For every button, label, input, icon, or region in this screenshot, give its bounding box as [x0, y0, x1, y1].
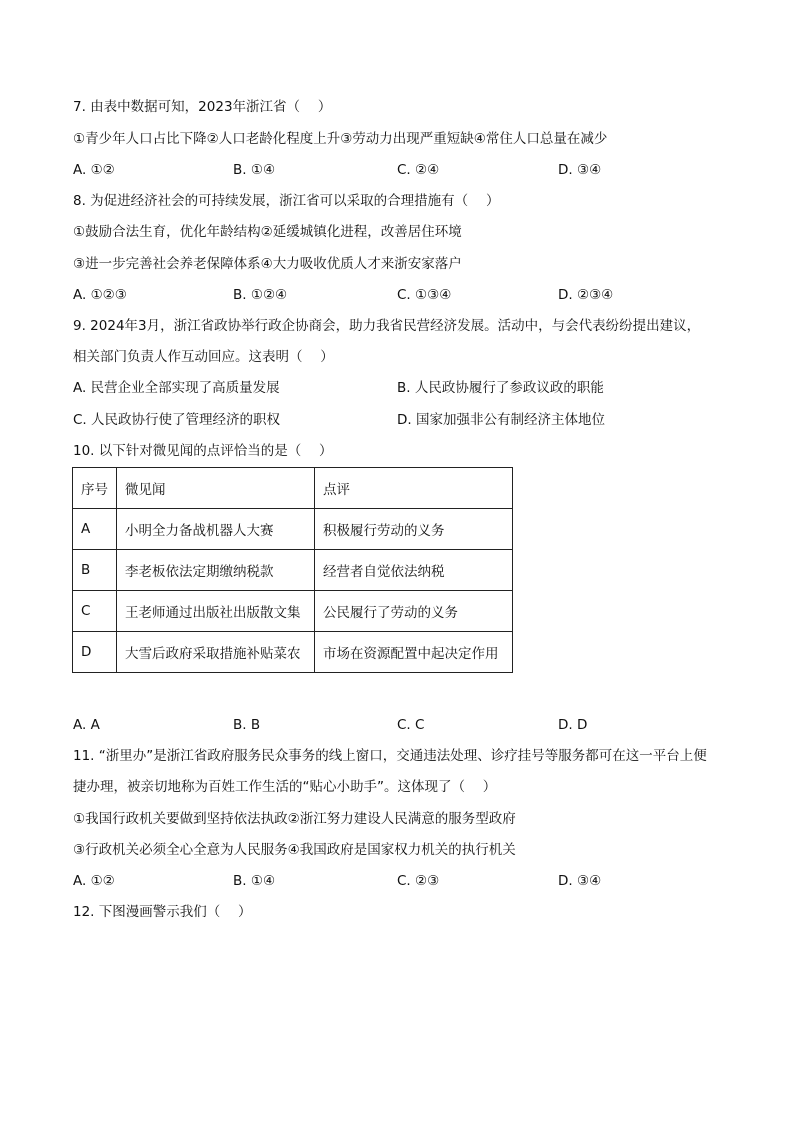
- q11-stem-line2: 捷办理，被亲切地称为百姓工作生活的“贴心小助手”。这体现了（ ）: [73, 779, 497, 795]
- q9-option-b: B. 人民政协履行了参政议政的职能: [397, 380, 604, 396]
- q8-option-b: B. ①②④: [233, 287, 288, 303]
- q11-option-a: A. ①②: [73, 873, 115, 889]
- q8-option-d: D. ②③④: [558, 287, 614, 303]
- table-cell: B: [73, 550, 117, 591]
- table-cell: D: [73, 632, 117, 673]
- q10-option-d: D. D: [558, 717, 588, 733]
- table-cell: 经营者自觉依法纳税: [315, 550, 513, 591]
- q11-stem-line1: 11. “浙里办”是浙江省政府服务民众事务的线上窗口，交通违法处理、诊疗挂号等服务都可在这一平台上便: [73, 748, 707, 764]
- q9-option-c: C. 人民政协行使了管理经济的职权: [73, 412, 281, 428]
- table-cell: 积极履行劳动的义务: [315, 509, 513, 550]
- table-cell: C: [73, 591, 117, 632]
- q11-option-b: B. ①④: [233, 873, 276, 889]
- table-header-cell: 序号: [73, 468, 117, 509]
- q7-option-c: C. ②④: [397, 162, 440, 178]
- q8-option-a: A. ①②③: [73, 287, 127, 303]
- q8-statement-line2: ③进一步完善社会养老保障体系④大力吸收优质人才来浙安家落户: [73, 256, 462, 272]
- table-cell: 小明全力备战机器人大赛: [117, 509, 315, 550]
- table-cell: 李老板依法定期缴纳税款: [117, 550, 315, 591]
- q7-option-b: B. ①④: [233, 162, 276, 178]
- q7-option-d: D. ③④: [558, 162, 602, 178]
- table-cell: A: [73, 509, 117, 550]
- q7-stem: 7. 由表中数据可知，2023年浙江省（ ）: [73, 99, 332, 115]
- table-cell: 大雪后政府采取措施补贴菜农: [117, 632, 315, 673]
- q10-table: [72, 467, 513, 673]
- q8-option-c: C. ①③④: [397, 287, 452, 303]
- table-row: [73, 509, 513, 550]
- q10-option-b: B. B: [233, 717, 261, 733]
- q8-stem: 8. 为促进经济社会的可持续发展，浙江省可以采取的合理措施有（ ）: [73, 193, 500, 209]
- q7-statements: ①青少年人口占比下降②人口老龄化程度上升③劳动力出现严重短缺④常住人口总量在减少: [73, 131, 608, 147]
- q9-option-a: A. 民营企业全部实现了高质量发展: [73, 380, 280, 396]
- q10-stem: 10. 以下针对微见闻的点评恰当的是（ ）: [73, 443, 333, 459]
- q9-option-d: D. 国家加强非公有制经济主体地位: [397, 412, 605, 428]
- q10-option-a: A. A: [73, 717, 100, 733]
- table-cell: 公民履行了劳动的义务: [315, 591, 513, 632]
- table-cell: 王老师通过出版社出版散文集: [117, 591, 315, 632]
- q9-stem-line1: 9. 2024年3月，浙江省政协举行政企协商会，助力我省民营经济发展。活动中，与会代表纷纷提出建议，: [73, 318, 701, 334]
- q8-statement-line1: ①鼓励合法生育，优化年龄结构②延缓城镇化进程，改善居住环境: [73, 224, 462, 240]
- table-row: [73, 591, 513, 632]
- table-row: [73, 550, 513, 591]
- q10-option-c: C. C: [397, 717, 425, 733]
- table-header-row: [73, 468, 513, 509]
- q7-option-a: A. ①②: [73, 162, 115, 178]
- table-row: [73, 632, 513, 673]
- table-header-cell: 点评: [315, 468, 513, 509]
- q11-option-c: C. ②③: [397, 873, 440, 889]
- table-cell: 市场在资源配置中起决定作用: [315, 632, 513, 673]
- q11-statement-line1: ①我国行政机关要做到坚持依法执政②浙江努力建设人民满意的服务型政府: [73, 811, 516, 827]
- q12-stem: 12. 下图漫画警示我们（ ）: [73, 904, 252, 920]
- q11-statement-line2: ③行政机关必须全心全意为人民服务④我国政府是国家权力机关的执行机关: [73, 842, 516, 858]
- q9-stem-line2: 相关部门负责人作互动回应。这表明（ ）: [73, 349, 334, 365]
- q11-option-d: D. ③④: [558, 873, 602, 889]
- table-header-cell: 微见闻: [117, 468, 315, 509]
